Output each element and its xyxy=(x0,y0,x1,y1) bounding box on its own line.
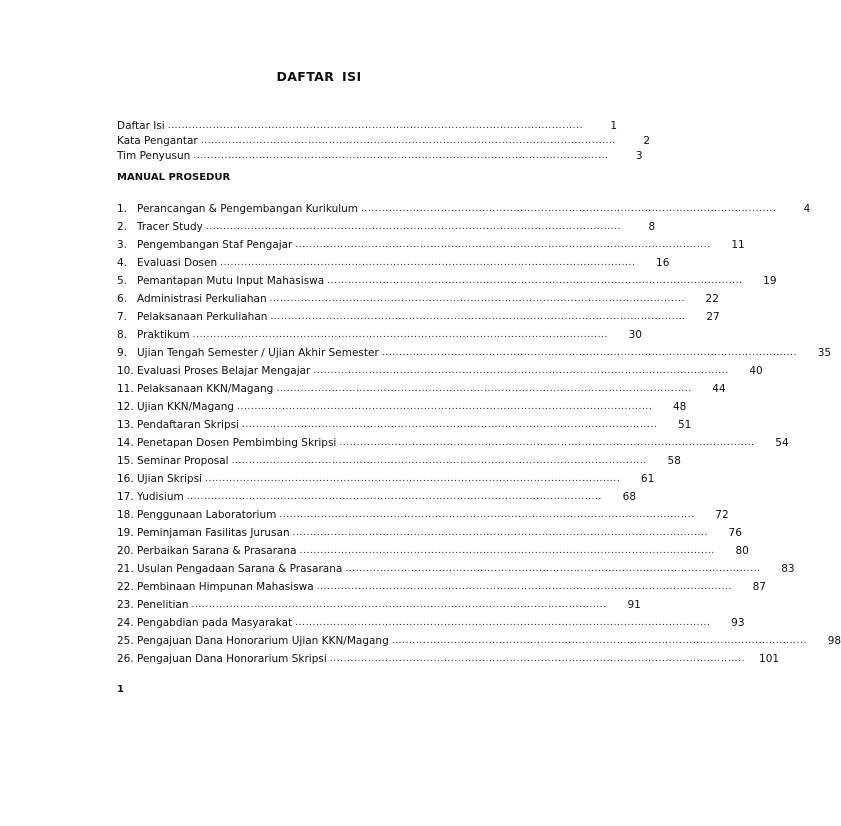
dot-leader: ........................................................................................................................ xyxy=(220,258,636,268)
dot-leader: ........................................................................................................................ xyxy=(191,600,607,610)
dot-leader: ........................................................................................................................ xyxy=(186,492,603,502)
entry-label: Pembinaan Himpunan Mahasiswa xyxy=(137,581,314,593)
entry-page-number: 44 xyxy=(712,383,726,395)
toc-entry xyxy=(117,467,655,485)
dot-leader: ........................................................................................................................ xyxy=(339,438,755,448)
entry-page-number: 48 xyxy=(672,401,687,413)
dot-leader: ........................................................................................................................ xyxy=(329,654,746,664)
entry-label: Pengajuan Dana Honorarium Skripsi xyxy=(137,653,327,665)
dot-leader: ........................................................................................................................ xyxy=(361,204,777,214)
toc-entry xyxy=(117,431,789,449)
toc-entry xyxy=(117,611,745,629)
dot-leader: ........................................................................................................................ xyxy=(237,402,653,412)
entry-number: 4. xyxy=(117,257,128,269)
toc-entry xyxy=(117,269,777,287)
entry-label: Penelitian xyxy=(137,599,189,611)
entry-page-number: 98 xyxy=(827,635,841,647)
toc-entry xyxy=(117,359,763,377)
dot-leader: ........................................................................................................................ xyxy=(381,348,798,358)
toc-entry xyxy=(117,485,637,503)
entry-number: 21. xyxy=(117,563,134,575)
entry-page-number: 91 xyxy=(627,599,641,611)
entry-number: 12. xyxy=(117,401,134,413)
dot-leader: ........................................................................................................................ xyxy=(205,222,622,232)
entry-number: 6. xyxy=(117,293,128,305)
entry-page-number: 3 xyxy=(635,150,643,162)
dot-leader: ........................................................................................................................ xyxy=(276,384,692,394)
entry-page-number: 61 xyxy=(640,473,655,485)
dot-leader: ........................................................................................................................ xyxy=(279,510,695,520)
entry-number: 15. xyxy=(117,455,134,467)
entry-number: 1. xyxy=(117,203,128,215)
dot-leader: ........................................................................................................................ xyxy=(316,582,732,592)
dot-leader: ........................................................................................................................ xyxy=(204,474,621,484)
entry-page-number: 8 xyxy=(648,221,656,233)
entry-page-number: 40 xyxy=(749,365,763,377)
entry-label: Pelaksanaan Perkuliahan xyxy=(137,311,268,323)
entry-number: 2. xyxy=(117,221,128,233)
entry-label: Evaluasi Dosen xyxy=(137,257,218,269)
toc-entry xyxy=(117,233,745,251)
entry-page-number: 87 xyxy=(752,581,766,593)
entry-label: Perbaikan Sarana & Prasarana xyxy=(137,545,297,557)
entry-page-number: 4 xyxy=(803,203,811,215)
toc-entry xyxy=(117,521,742,539)
dot-leader: ........................................................................................................................ xyxy=(167,121,584,131)
toc-entry xyxy=(117,575,766,593)
entry-number: 5. xyxy=(117,275,128,287)
entry-number: 20. xyxy=(117,545,134,557)
entry-label: Penggunaan Laboratorium xyxy=(137,509,277,521)
entry-label: Ujian KKN/Magang xyxy=(137,401,235,413)
entry-page-number: 80 xyxy=(735,545,749,557)
dot-leader: ........................................................................................................................ xyxy=(269,294,685,304)
entry-label: Usulan Pengadaan Sarana & Prasarana xyxy=(137,563,343,575)
toc-entry xyxy=(117,647,780,665)
front-matter-list xyxy=(117,117,651,162)
entry-page-number: 22 xyxy=(705,293,719,305)
entry-number: 11. xyxy=(117,383,134,395)
entry-label: Administrasi Perkuliahan xyxy=(137,293,267,305)
entry-number: 9. xyxy=(117,347,128,359)
entry-page-number: 58 xyxy=(667,455,681,467)
toc-entry xyxy=(117,377,726,395)
dot-leader: ........................................................................................................................ xyxy=(345,564,761,574)
toc-entry xyxy=(117,539,749,557)
entry-page-number: 11 xyxy=(731,239,745,251)
entry-label: Tracer Study xyxy=(137,221,203,233)
toc-entry xyxy=(117,287,719,305)
entry-page-number: 72 xyxy=(715,509,729,521)
entry-page-number: 19 xyxy=(763,275,777,287)
entry-number: 3. xyxy=(117,239,128,251)
toc-entry xyxy=(117,395,687,413)
toc-entry xyxy=(117,147,643,162)
toc-entry xyxy=(117,341,832,359)
entry-page-number: 54 xyxy=(775,437,789,449)
entry-number: 16. xyxy=(117,473,134,485)
entry-number: 23. xyxy=(117,599,134,611)
entry-page-number: 35 xyxy=(817,347,832,359)
toc-entry xyxy=(117,132,651,147)
entry-label: Praktikum xyxy=(137,329,190,341)
entry-page-number: 27 xyxy=(706,311,720,323)
toc-entry xyxy=(117,503,729,521)
dot-leader: ........................................................................................................................ xyxy=(299,546,715,556)
toc-entry xyxy=(117,413,692,431)
dot-leader: ........................................................................................................................ xyxy=(231,456,647,466)
entry-label: Seminar Proposal xyxy=(137,455,229,467)
entry-number: 7. xyxy=(117,311,128,323)
toc-entry xyxy=(117,323,642,341)
entry-label: Pengajuan Dana Honorarium Ujian KKN/Magang xyxy=(137,635,389,647)
entry-label: Perancangan & Pengembangan Kurikulum xyxy=(137,203,359,215)
entry-number: 13. xyxy=(117,419,134,431)
entry-page-number: 16 xyxy=(656,257,670,269)
dot-leader: ........................................................................................................................ xyxy=(242,420,658,430)
entry-label: Pemantapan Mutu Input Mahasiswa xyxy=(137,275,325,287)
entry-label: Pengembangan Staf Pengajar xyxy=(137,239,293,251)
dot-leader: ........................................................................................................................ xyxy=(292,528,708,538)
entry-page-number: 1 xyxy=(610,120,618,132)
entry-label: Ujian Skripsi xyxy=(137,473,202,485)
entry-number: 19. xyxy=(117,527,134,539)
entry-label: Pendaftaran Skripsi xyxy=(137,419,240,431)
toc-entry xyxy=(117,251,670,269)
page-title: DAFTAR ISI xyxy=(276,69,362,84)
entry-label: Pelaksanaan KKN/Magang xyxy=(137,383,274,395)
entry-label: Evaluasi Proses Belajar Mengajar xyxy=(137,365,311,377)
toc-entry xyxy=(117,629,841,647)
dot-leader: ........................................................................................................................ xyxy=(200,136,617,146)
entry-number: 18. xyxy=(117,509,134,521)
entry-page-number: 101 xyxy=(759,653,780,665)
toc-entry xyxy=(117,215,656,233)
toc-entry xyxy=(117,197,811,215)
entry-label: Pengabdian pada Masyarakat xyxy=(137,617,293,629)
entry-label: Yudisium xyxy=(137,491,184,503)
entry-page-number: 76 xyxy=(728,527,742,539)
dot-leader: ........................................................................................................................ xyxy=(295,240,711,250)
entry-page-number: 30 xyxy=(628,329,642,341)
entry-page-number: 68 xyxy=(622,491,637,503)
toc-entry xyxy=(117,117,618,132)
entry-label: Penetapan Dosen Pembimbing Skripsi xyxy=(137,437,337,449)
entry-number: 24. xyxy=(117,617,134,629)
entry-number: 8. xyxy=(117,329,128,341)
dot-leader: ........................................................................................................................ xyxy=(391,636,808,646)
entry-label: Daftar Isi xyxy=(117,120,165,132)
entry-label: Ujian Tengah Semester / Ujian Akhir Semester xyxy=(137,347,379,359)
toc-entry xyxy=(117,593,641,611)
entry-number: 17. xyxy=(117,491,134,503)
entry-label: Peminjaman Fasilitas Jurusan xyxy=(137,527,290,539)
page-number: 1 xyxy=(117,684,124,695)
toc-entry xyxy=(117,557,795,575)
entry-number: 26. xyxy=(117,653,134,665)
entry-number: 10. xyxy=(117,365,134,377)
dot-leader: ........................................................................................................................ xyxy=(295,618,711,628)
entry-label: Tim Penyusun xyxy=(117,150,191,162)
entry-page-number: 83 xyxy=(781,563,795,575)
dot-leader: ........................................................................................................................ xyxy=(327,276,743,286)
entry-page-number: 51 xyxy=(677,419,692,431)
toc-list xyxy=(117,197,841,665)
section-heading: MANUAL PROSEDUR xyxy=(117,172,231,183)
dot-leader: ........................................................................................................................ xyxy=(193,151,609,161)
entry-number: 25. xyxy=(117,635,134,647)
entry-label: Kata Pengantar xyxy=(117,135,198,147)
dot-leader: ........................................................................................................................ xyxy=(192,330,608,340)
toc-entry xyxy=(117,449,681,467)
entry-page-number: 2 xyxy=(643,135,651,147)
entry-number: 14. xyxy=(117,437,134,449)
toc-entry xyxy=(117,305,720,323)
entry-page-number: 93 xyxy=(731,617,745,629)
entry-number: 22. xyxy=(117,581,134,593)
dot-leader: ........................................................................................................................ xyxy=(270,312,686,322)
dot-leader: ........................................................................................................................ xyxy=(313,366,729,376)
